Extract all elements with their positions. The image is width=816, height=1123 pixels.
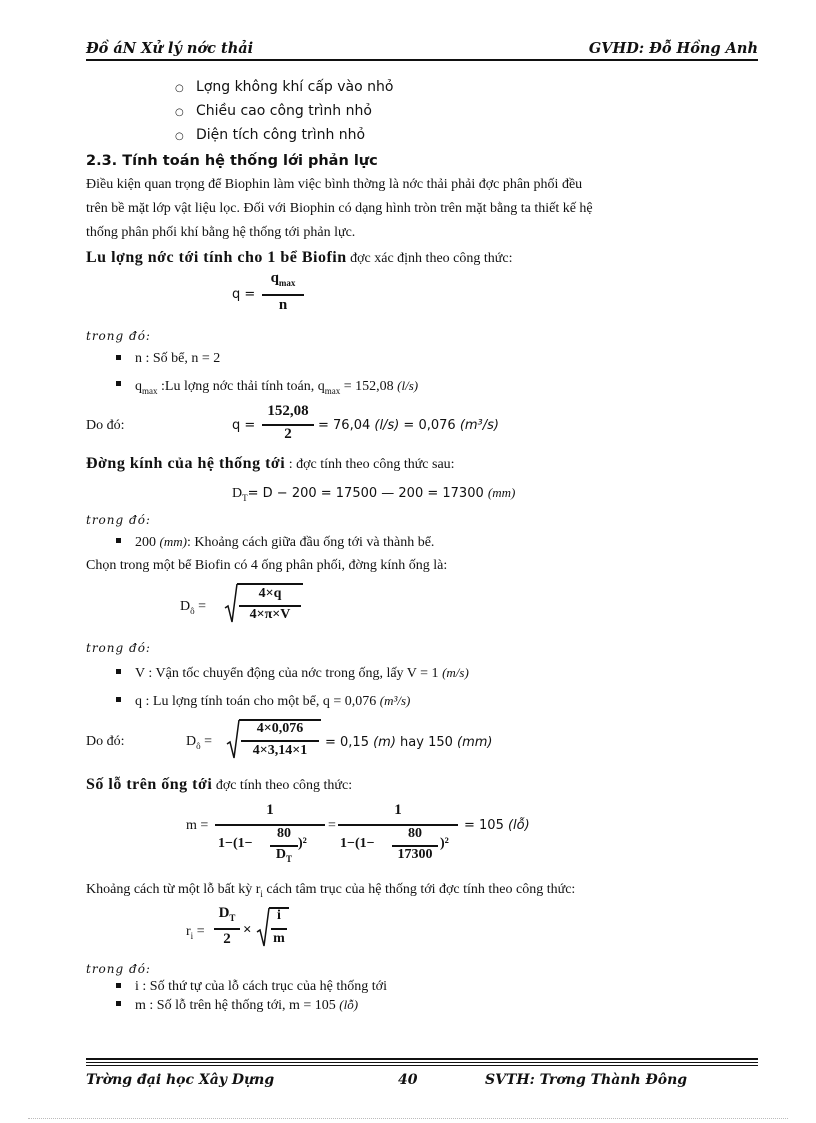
circle-bullet-icon: ○ [175,107,184,118]
intro-item: Lợng không khí cấp vào nhỏ [196,79,394,95]
header-title: Đồ áN Xử lý nớc thải [86,40,254,57]
holes-heading-tail: đợc tính theo công thức: [215,778,353,793]
footer-rule [86,1058,758,1060]
holes-f1-inner-numerator: 80 [277,826,291,841]
where-item: n : Số bể, n = 2 [135,351,221,366]
holes-f2-den-a: 1−(1− [340,836,375,851]
square-bullet-icon [116,538,121,543]
fraction-bar [262,294,304,296]
pipe-formula-lhs: $D_ô$ = [180,599,207,616]
flow-heading-line [86,249,512,267]
sqrt-icon [224,582,238,626]
where-item: $q_{max}$ :Lu lợng nớc thải tính toán, $q_{max} = 152,08$ (l/s) [135,378,419,396]
holes-f1-den-b: )² [298,836,307,851]
ri-denominator: 2 [223,931,231,947]
square-bullet-icon [116,1001,121,1006]
para-line: Điều kiện quan trọng để Biophin làm việc bình thờng là nớc thải phải đợc phân phối đều [86,177,583,192]
where-item: 200 (mm): Khoảng cách giữa đầu ống tới và thành bể. [135,534,435,550]
flow-heading-tail: đợc xác định theo công thức: [350,251,513,266]
holes-heading-line [86,776,352,794]
flow-calc-denominator: 2 [284,426,292,442]
calc-label: Do đó: [86,734,125,749]
ri-sqrt-numerator: i [277,908,281,923]
equals-sign: = [328,818,336,833]
holes-f1-den-a: 1−(1− [218,836,253,851]
calc-label: Do đó: [86,418,125,433]
holes-f2-inner-denominator: 17300 [397,847,433,862]
holes-f1-numerator: 1 [266,802,274,818]
circle-bullet-icon: ○ [175,83,184,94]
where-label: trong đó: [86,962,151,976]
square-bullet-icon [116,983,121,988]
pipe-calc-denominator: 4×3,14×1 [252,743,308,758]
page-header [86,36,758,58]
ri-sqrt-denominator: m [273,931,285,946]
flow-formula-denominator: n [278,297,288,313]
where-item: m : Số lỗ trên hệ thống tới, m = 105 (lỗ) [135,997,359,1013]
holes-formula-lhs: m = [186,818,209,833]
pipe-calc-result: = 0,15 (m) hay 150 (mm) [325,735,493,750]
square-bullet-icon [116,669,121,674]
fraction-bar [241,740,319,742]
flow-calc-lhs: q = [232,418,256,433]
page-edge-divider [28,1118,788,1119]
para-line: thống phân phối khí bằng hệ thống tới phản lực. [86,225,356,240]
section-heading: 2.3. Tính toán hệ thống lới phản lực [86,153,378,169]
where-label: trong đó: [86,329,151,343]
holes-f2-den-b: )² [440,836,449,851]
holes-result: = 105 (lỗ) [464,818,530,833]
flow-calc-result: = 76,04 (l/s) = 0,076 (m³/s) [318,418,499,433]
header-rule [86,59,758,61]
ri-numerator: $D_T$ [218,905,236,923]
diameter-heading-tail: : đợc tính theo công thức sau: [288,457,455,472]
pipe-calc-lhs: $D_ô$ = [186,734,213,751]
sqrt-overline [237,583,303,585]
para-line: trên bề mặt lớp vật liệu lọc. Đối với Biophin có dạng hình tròn trên mặt bằng ta thiết kế hệ [86,201,593,216]
holes-f2-numerator: 1 [394,802,402,818]
diameter-formula: $D_T= D - 200 = 17500$ — 200 = 17300 (mm) [232,485,516,503]
pipe-formula-numerator: 4×q [258,586,282,601]
flow-calc-numerator: 152,08 [267,403,309,419]
footer-student: SVTH: Trơng Thành Đông [485,1072,688,1088]
where-label: trong đó: [86,641,151,655]
footer-school: Trờng đại học Xây Dựng [86,1072,275,1088]
sqrt-icon [256,906,270,950]
distance-line: Khoảng cách từ một lỗ bất kỳ $r_i$ cách tâm trục của hệ thống tới đợc tính theo công thức: [86,882,576,899]
header-advisor: GVHD: Đỗ Hồng Anh [588,40,758,57]
intro-item: Chiều cao công trình nhỏ [196,103,372,119]
choose-line: Chọn trong một bể Biofin có 4 ống phân phối, đờng kính ống là: [86,558,448,573]
flow-heading: Lu lợng nớc tới tính cho 1 bể Biofin [86,249,347,266]
times-sign: × [243,922,252,938]
footer-rule [86,1065,758,1066]
flow-formula-numerator: $q_{max}$ [270,270,296,288]
pipe-calc-numerator: 4×0,076 [256,721,304,736]
intro-item: Diện tích công trình nhỏ [196,127,366,143]
fraction-bar [214,928,240,930]
diameter-heading-line [86,455,455,473]
holes-f2-inner-numerator: 80 [408,826,422,841]
square-bullet-icon [116,697,121,702]
ri-formula-lhs: $r_i$ = [186,924,205,941]
fraction-bar [271,928,287,930]
pipe-formula-denominator: 4×π×V [249,607,291,622]
square-bullet-icon [116,381,121,386]
page-number: 40 [398,1072,418,1088]
footer-rule [86,1062,758,1063]
where-item: i : Số thứ tự của lỗ cách trục của hệ thống tới [135,979,387,994]
where-item: V : Vận tốc chuyển động của nớc trong ống, lấy V = 1 (m/s) [135,665,469,681]
diameter-heading: Đờng kính của hệ thống tới [86,455,286,472]
where-item: q : Lu lợng tính toán cho một bể, q = 0,076 (m³/s) [135,693,411,709]
circle-bullet-icon: ○ [175,131,184,142]
holes-f1-inner-denominator: $D_T$ [275,847,293,864]
flow-formula-lhs: q = [232,287,256,302]
sqrt-icon [226,718,240,762]
holes-heading: Số lỗ trên ống tới [86,776,213,793]
where-label: trong đó: [86,513,151,527]
square-bullet-icon [116,355,121,360]
